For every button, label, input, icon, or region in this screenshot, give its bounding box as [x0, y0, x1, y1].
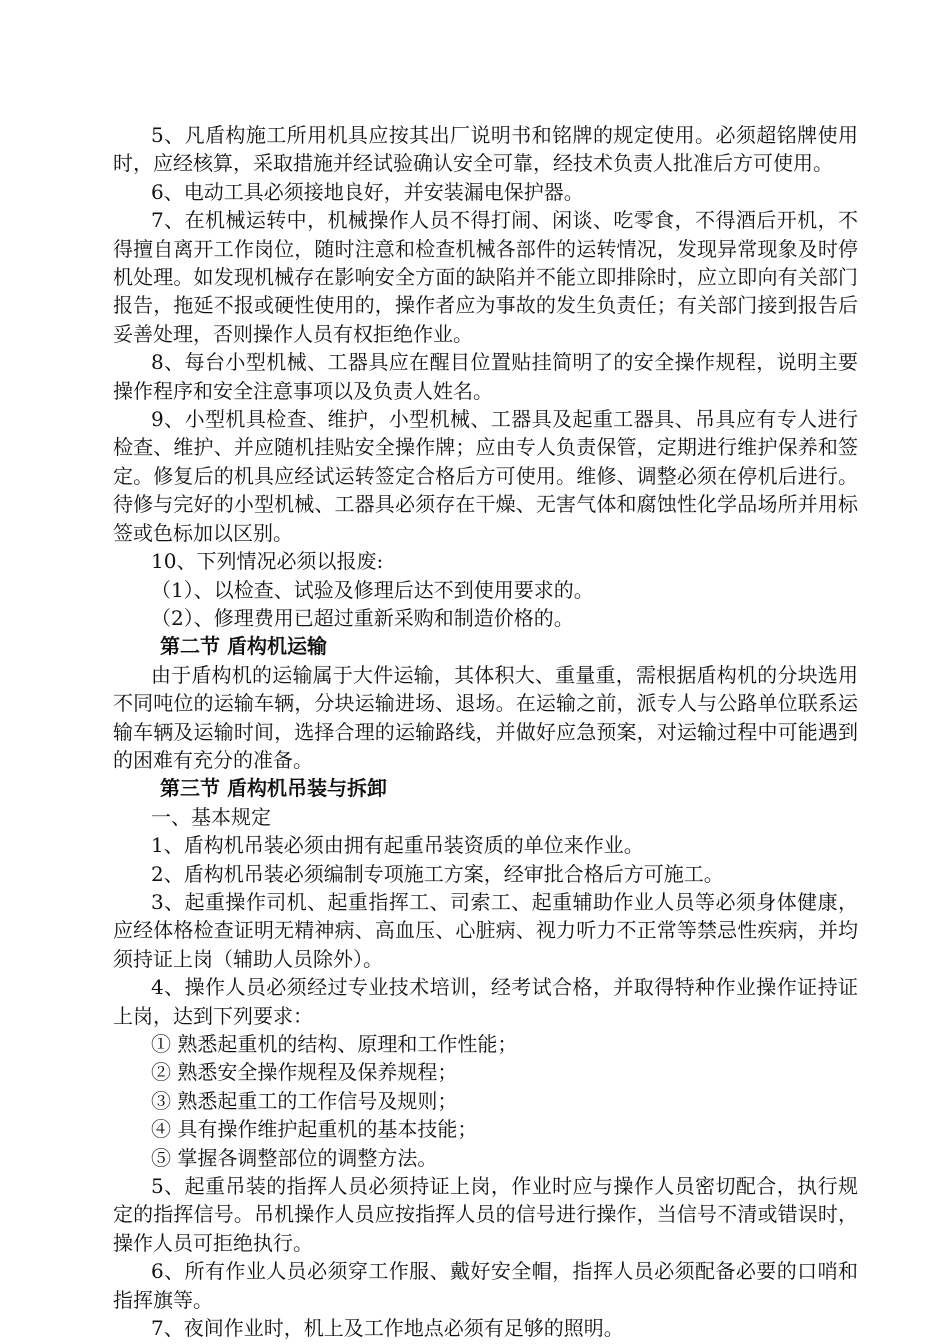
paragraph: 5、凡盾构施工所用机具应按其出厂说明书和铭牌的规定使用。必须超铭牌使用时，应经核算，采取措施并经试验确认安全可靠，经技术负责人批准后方可使用。: [113, 123, 858, 176]
paragraph: 5、起重吊装的指挥人员必须持证上岗，作业时应与操作人员密切配合，执行规定的指挥信号。吊机操作人员应按指挥人员的信号进行操作，当信号不清或错误时，操作人员可拒绝执行。: [113, 1174, 858, 1255]
paragraph: 2、盾构机吊装必须编制专项施工方案，经审批合格后方可施工。: [151, 861, 724, 886]
list-item: ② 熟悉安全操作规程及保养规程；: [151, 1060, 458, 1085]
paragraph: 由于盾构机的运输属于大件运输，其体积大、重量重，需根据盾构机的分块选用不同吨位的运输车辆，分块运输进场、退场。在运输之前，派专人与公路单位联系运输车辆及运输时间，选择合理的运输路线，并做好应急预案，对运输过程中可能遇到的困难有充分的准备。: [113, 662, 858, 772]
paragraph: 7、在机械运转中，机械操作人员不得打闹、闲谈、吃零食，不得酒后开机，不得擅自离开工作岗位，随时注意和检查机械各部件的运转情况，发现异常现象及时停机处理。如发现机械存在影响安全方面的缺陷并不能立即排除时，应立即向有关部门报告，拖延不报或硬性使用的，操作者应为事故的发生负责任；有关部门接到报告后妥善处理，否则操作人员有权拒绝作业。: [113, 208, 858, 346]
section-heading: 第三节 盾构机吊装与拆卸: [160, 776, 387, 801]
list-item: ⑤ 掌握各调整部位的调整方法。: [151, 1145, 438, 1170]
section-heading: 第二节 盾构机运输: [160, 634, 327, 659]
paragraph: 9、小型机具检查、维护，小型机械、工器具及起重工器具、吊具应有专人进行检查、维护、并应随机挂贴安全操作牌；应由专人负责保管，定期进行维护保养和签定。修复后的机具应经试运转签定合格后方可使用。维修、调整必须在停机后进行。待修与完好的小型机械、工器具必须存在干燥、无害气体和腐蚀性化学品场所并用标签或色标加以区别。: [113, 407, 858, 545]
list-item: ③ 熟悉起重工的工作信号及规则；: [151, 1088, 458, 1113]
list-item: ④ 具有操作维护起重机的基本技能；: [151, 1117, 478, 1142]
paragraph: 1、盾构机吊装必须由拥有起重吊装资质的单位来作业。: [151, 833, 644, 858]
paragraph: 8、每台小型机械、工器具应在醒目位置贴挂简明了的安全操作规程，说明主要操作程序和安全注意事项以及负责人姓名。: [113, 350, 858, 403]
list-item: （2）、修理费用已超过重新采购和制造价格的。: [151, 605, 574, 630]
document-body: [113, 121, 858, 1342]
paragraph: 3、起重操作司机、起重指挥工、司索工、起重辅助作业人员等必须身体健康，应经体格检查证明无精神病、高血压、心脏病、视力听力不正常等禁忌性疾病，并均须持证上岗（辅助人员除外）。: [113, 889, 858, 971]
paragraph: 7、夜间作业时，机上及工作地点必须有足够的照明。: [151, 1316, 624, 1341]
list-item: （1）、以检查、试验及修理后达不到使用要求的。: [151, 577, 594, 602]
list-item: ① 熟悉起重机的结构、原理和工作性能；: [151, 1032, 518, 1056]
paragraph: 4、操作人员必须经过专业技术培训，经考试合格，并取得特种作业操作证持证上岗，达到下列要求：: [113, 975, 858, 1028]
paragraph: 6、所有作业人员必须穿工作服、戴好安全帽，指挥人员必须配备必要的口哨和指挥旗等。: [113, 1259, 858, 1312]
paragraph: 6、电动工具必须接地良好，并安装漏电保护器。: [151, 179, 584, 204]
subsection-heading: 一、基本规定: [151, 804, 271, 829]
paragraph: 10、下列情况必须以报废:: [151, 549, 384, 574]
